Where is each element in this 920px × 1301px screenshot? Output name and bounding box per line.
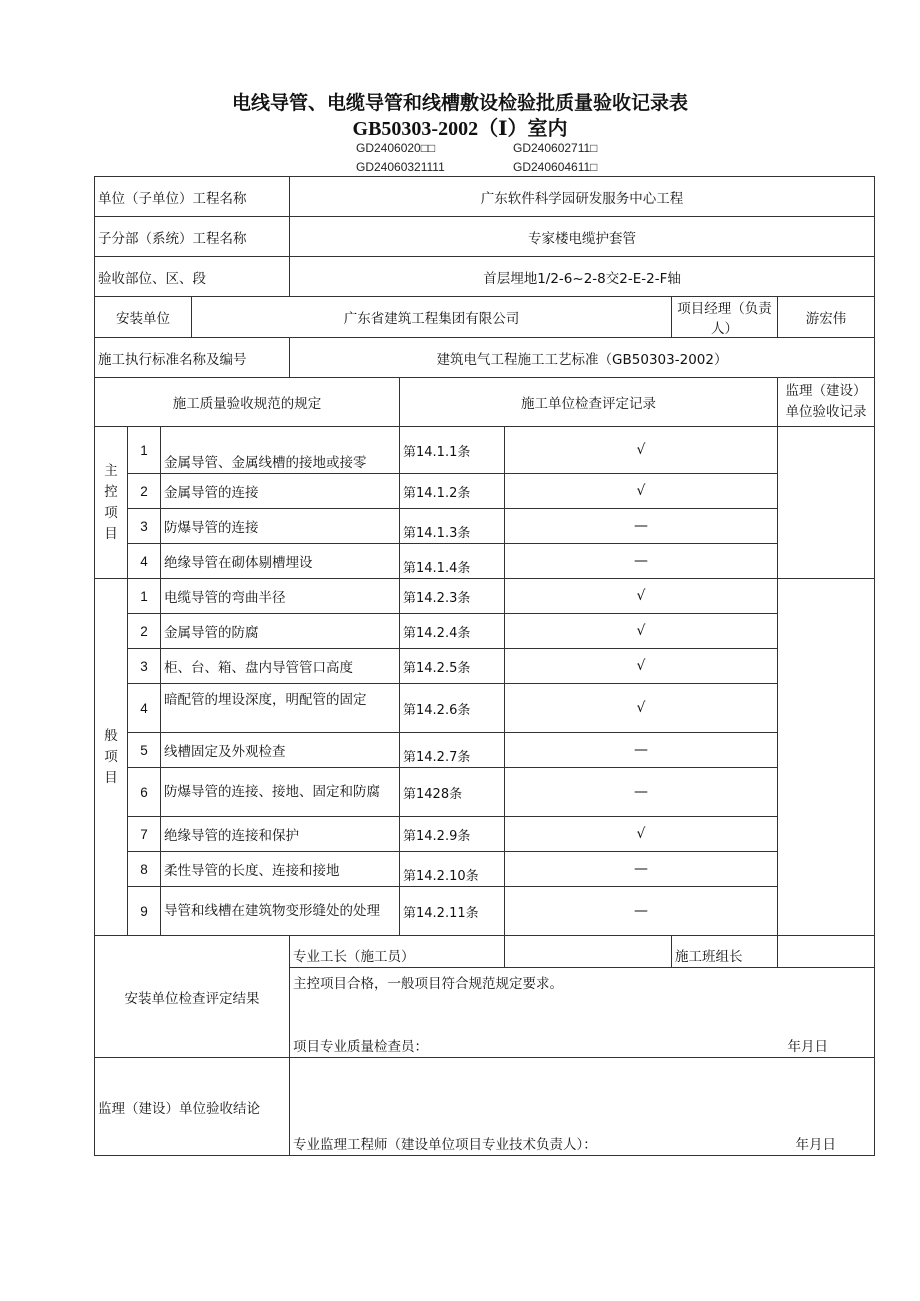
project-manager-value: 游宏伟 (778, 297, 875, 338)
item-clause: 第14.2.3条 (400, 579, 505, 614)
form-standard-title: GB50303-2002（Ⅰ）室内 (352, 118, 568, 140)
item-clause: 第14.1.4条 (400, 544, 505, 579)
foreman-value (505, 936, 672, 968)
main-item-row (95, 544, 875, 579)
item-clause: 第14.2.6条 (400, 684, 505, 733)
general-item-row (95, 733, 875, 768)
item-clause: 第14.1.1条 (400, 427, 505, 474)
item-number: 4 (128, 544, 161, 579)
main-items-group-label: 主控项目 (95, 427, 128, 579)
form-code-1: GD2406020□□ (356, 141, 436, 155)
item-clause: 第14.2.9条 (400, 817, 505, 852)
item-description: 防爆导管的连接、接地、固定和防腐 (161, 768, 400, 817)
team-leader-value (778, 936, 875, 968)
general-item-row (95, 768, 875, 817)
item-number: 9 (128, 887, 161, 936)
supervision-engineer-label: 专业监理工程师（建设单位项目专业技术负责人）： (290, 1058, 778, 1156)
form-code-2: GD240602711□ (513, 141, 598, 155)
item-number: 1 (128, 579, 161, 614)
install-result-label: 安装单位检查评定结果 (95, 936, 290, 1058)
item-check-mark: — (505, 733, 778, 768)
form-code-3: GD24060321111 (356, 160, 445, 174)
main-items-supervision-cell (778, 427, 875, 579)
main-item-row (95, 474, 875, 509)
supervision-column-header: 监理（建设）单位验收记录 (778, 378, 875, 427)
general-item-row (95, 887, 875, 936)
supervision-result-label: 监理（建设）单位验收结论 (95, 1058, 290, 1156)
item-number: 6 (128, 768, 161, 817)
item-description: 柔性导管的长度、连接和接地 (161, 852, 400, 887)
item-clause: 第14.2.7条 (400, 733, 505, 768)
item-number: 3 (128, 649, 161, 684)
item-check-mark: — (505, 852, 778, 887)
item-clause: 第14.2.5条 (400, 649, 505, 684)
item-check-mark: √ (505, 427, 778, 474)
install-unit-value: 广东省建筑工程集团有限公司 (192, 297, 672, 338)
item-description: 暗配管的埋设深度，明配管的固定 (161, 684, 400, 733)
general-item-row (95, 684, 875, 733)
item-number: 5 (128, 733, 161, 768)
item-check-mark: √ (505, 614, 778, 649)
item-check-mark: √ (505, 579, 778, 614)
column-header-row (95, 378, 875, 427)
inspection-part-label: 验收部位、区、段 (95, 257, 290, 297)
item-description: 金属导管的连接 (161, 474, 400, 509)
item-description: 绝缘导管的连接和保护 (161, 817, 400, 852)
spec-column-header: 施工质量验收规范的规定 (95, 378, 400, 427)
item-clause: 第14.2.4条 (400, 614, 505, 649)
item-description: 金属导管的防腐 (161, 614, 400, 649)
item-description: 金属导管、金属线槽的接地或接零 (161, 427, 400, 474)
item-check-mark: — (505, 768, 778, 817)
item-number: 1 (128, 427, 161, 474)
install-result-date: 年月日 (778, 1030, 875, 1058)
general-item-row (95, 817, 875, 852)
unit-project-label: 单位（子单位）工程名称 (95, 177, 290, 217)
item-check-mark: √ (505, 474, 778, 509)
general-item-row (95, 649, 875, 684)
standard-label: 施工执行标准名称及编号 (95, 338, 290, 378)
unit-project-value: 广东软件科学园研发服务中心工程 (290, 177, 875, 217)
item-check-mark: √ (505, 684, 778, 733)
general-item-row (95, 614, 875, 649)
supervision-result-row (95, 1058, 875, 1156)
item-check-mark: — (505, 544, 778, 579)
item-description: 电缆导管的弯曲半径 (161, 579, 400, 614)
item-number: 2 (128, 474, 161, 509)
sub-project-row (95, 217, 875, 257)
item-number: 8 (128, 852, 161, 887)
item-number: 3 (128, 509, 161, 544)
item-clause: 第14.2.10条 (400, 852, 505, 887)
item-check-mark: √ (505, 649, 778, 684)
general-items-group-label: 般项目 (95, 579, 128, 936)
sub-project-value: 专家楼电缆护套管 (290, 217, 875, 257)
item-clause: 第1428条 (400, 768, 505, 817)
item-description: 柜、台、箱、盘内导管管口高度 (161, 649, 400, 684)
inspection-form-table (94, 176, 875, 1156)
item-clause: 第14.2.11条 (400, 887, 505, 936)
supervision-result-date: 年月日 (778, 1058, 875, 1156)
item-clause: 第14.1.2条 (400, 474, 505, 509)
item-check-mark: — (505, 509, 778, 544)
item-check-mark: — (505, 887, 778, 936)
foreman-label: 专业工长（施工员） (290, 936, 505, 968)
main-item-row (95, 509, 875, 544)
item-number: 4 (128, 684, 161, 733)
general-item-row (95, 852, 875, 887)
item-description: 线槽固定及外观检查 (161, 733, 400, 768)
project-name-row (95, 177, 875, 217)
install-result-sign-row (95, 936, 875, 968)
item-number: 7 (128, 817, 161, 852)
item-clause: 第14.1.3条 (400, 509, 505, 544)
team-leader-label: 施工班组长 (672, 936, 778, 968)
quality-inspector-label: 项目专业质量检查员： (290, 1030, 778, 1058)
form-title: 电线导管、电缆导管和线槽敷设检验批质量验收记录表 (231, 92, 688, 114)
project-manager-label: 项目经理（负责人） (672, 297, 778, 338)
standard-row (95, 338, 875, 378)
item-description: 绝缘导管在砌体剔槽埋设 (161, 544, 400, 579)
item-number: 2 (128, 614, 161, 649)
standard-value: 建筑电气工程施工工艺标准（GB50303-2002） (290, 338, 875, 378)
item-check-mark: √ (505, 817, 778, 852)
item-description: 导管和线槽在建筑物变形缝处的处理 (161, 887, 400, 936)
sub-project-label: 子分部（系统）工程名称 (95, 217, 290, 257)
record-column-header: 施工单位检查评定记录 (400, 378, 778, 427)
install-unit-row (95, 297, 875, 338)
main-item-row (95, 427, 875, 474)
general-items-supervision-cell (778, 579, 875, 936)
form-code-4: GD240604611□ (513, 160, 598, 174)
item-description: 防爆导管的连接 (161, 509, 400, 544)
inspection-part-value: 首层埋地1/2-6~2-8交2-E-2-F轴 (290, 257, 875, 297)
install-result-conclusion: 主控项目合格，一般项目符合规范规定要求。 (290, 968, 875, 1030)
inspection-part-row (95, 257, 875, 297)
general-item-row (95, 579, 875, 614)
install-unit-label: 安装单位 (95, 297, 192, 338)
